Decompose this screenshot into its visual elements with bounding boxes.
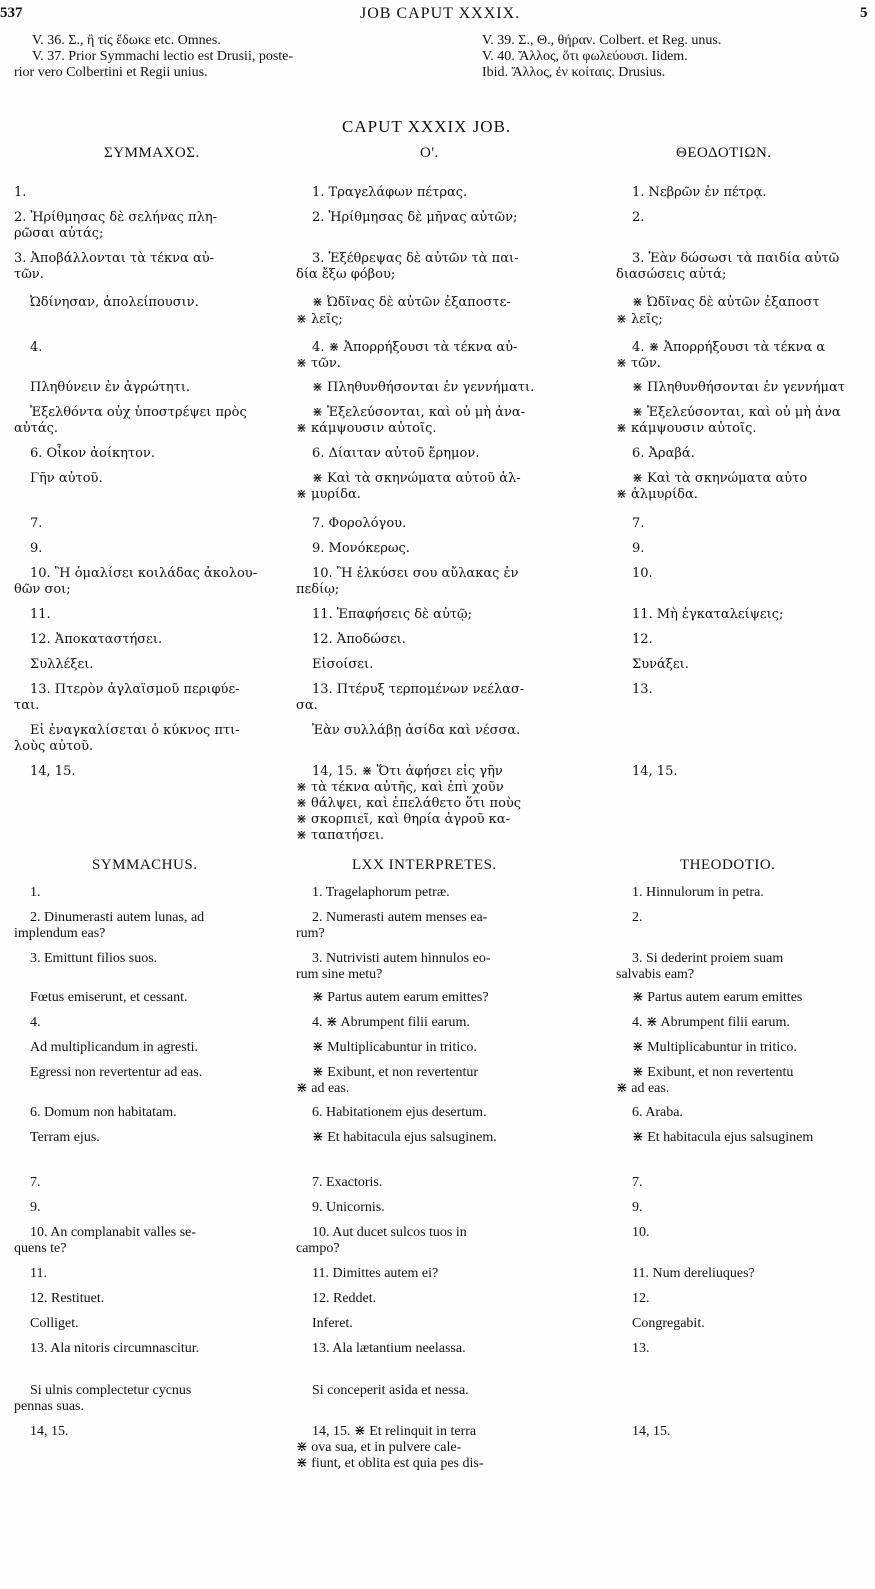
greek-col1-line: 6. Οἶκον ἀοίκητον.: [30, 446, 155, 461]
note-line: rior vero Colbertini et Regii unius.: [14, 65, 208, 80]
latin-col1-line: 14, 15.: [30, 1424, 69, 1439]
greek-col3-line: ⋇ Πληθυνθήσονται ἐν γεννήματ: [632, 380, 845, 395]
latin-col2-line: ⋇ fiunt, et oblita est quia pes dis-: [296, 1456, 484, 1471]
latin-col1-line: 2. Dinumerasti autem lunas, ad: [30, 910, 205, 925]
latin-col2-line: ⋇ Multiplicabuntur in tritico.: [312, 1040, 477, 1055]
latin-col2-line: rum sine metu?: [296, 967, 383, 982]
page-number-right: 5: [860, 5, 868, 21]
latin-col3-line: 14, 15.: [632, 1424, 671, 1439]
greek-col2-line: Ἐὰν συλλάβῃ ἀσίδα καὶ νέσσα.: [312, 723, 521, 738]
latin-col1-line: Colliget.: [30, 1316, 79, 1331]
latin-col2-line: 12. Reddet.: [312, 1291, 377, 1306]
chapter-title: CAPUT XXXIX JOB.: [342, 117, 512, 136]
latin-col1-line: implendum eas?: [14, 926, 106, 941]
latin-col1-line: 9.: [30, 1200, 41, 1215]
greek-col3-line: ⋇ τῶν.: [616, 356, 661, 371]
note-line: V. 37. Prior Symmachi lectio est Drusii, poste-: [32, 49, 294, 64]
latin-col3-line: ⋇ Multiplicabuntur in tritico.: [632, 1040, 797, 1055]
latin-col3-line: ⋇ ad eas.: [616, 1081, 670, 1096]
latin-col2-line: 7. Exactoris.: [312, 1175, 383, 1190]
latin-col2-line: ⋇ Partus autem earum emittes?: [312, 990, 489, 1005]
greek-col1-line: θῶν σοι;: [14, 582, 71, 597]
greek-col2-line: ⋇ λεῖς;: [296, 312, 343, 327]
latin-col3-line: 1. Hinnulorum in petra.: [632, 885, 764, 900]
latin-col2-line: 9. Unicornis.: [312, 1200, 385, 1215]
latin-col3-line: 4. ⋇ Abrumpent filii earum.: [632, 1015, 790, 1030]
note-line: V. 36. Σ., ἢ τίς ἔδωκε etc. Omnes.: [32, 33, 221, 48]
latin-col2-line: ⋇ Exibunt, et non revertentur: [312, 1065, 479, 1080]
greek-col2-line: ⋇ σκορπιεῖ, καὶ θηρία ἀγροῦ κα-: [296, 812, 510, 827]
latin-col2-line: 2. Numerasti autem menses ea-: [312, 910, 488, 925]
column-heading-theodotion-latin: THEODOTIO.: [680, 857, 776, 873]
latin-col1-line: 13. Ala nitoris circumnascitur.: [30, 1341, 200, 1356]
greek-col2-line: 7. Φορολόγου.: [312, 516, 407, 531]
greek-col3-line: διασώσεις αὐτά;: [616, 267, 727, 282]
greek-col3-line: 3. Ἐὰν δώσωσι τὰ παιδία αὐτῶ: [632, 251, 840, 266]
greek-col3-line: ⋇ Ἐξελεύσονται, καὶ οὐ μὴ ἀνα: [632, 405, 841, 420]
latin-col3-line: Congregabit.: [632, 1316, 705, 1331]
latin-col1-line: Egressi non revertentur ad eas.: [30, 1065, 203, 1080]
greek-col3-line: ⋇ ἁλμυρίδα.: [616, 487, 698, 502]
latin-col3-line: ⋇ Exibunt, et non revertentu: [632, 1065, 794, 1080]
latin-col2-line: 6. Habitationem ejus desertum.: [312, 1105, 487, 1120]
greek-col2-line: ⋇ τῶν.: [296, 356, 341, 371]
greek-col3-line: ⋇ κάμψουσιν αὐτοῖς.: [616, 421, 757, 436]
latin-col3-line: 6. Araba.: [632, 1105, 683, 1120]
greek-col2-line: 9. Μονόκερως.: [312, 541, 410, 556]
greek-col1-line: 1.: [14, 185, 27, 200]
column-heading-symmachus-latin: SYMMACHUS.: [92, 857, 198, 873]
column-heading-symmachus-greek: ΣΥΜΜΑΧΟΣ.: [104, 145, 200, 161]
greek-col2-line: 6. Δίαιταν αὐτοῦ ἔρημον.: [312, 446, 480, 461]
greek-col3-line: 9.: [632, 541, 645, 556]
greek-col1-line: Ἐξελθόντα οὐχ ὑποστρέψει πρὸς: [30, 405, 247, 420]
latin-col1-line: 7.: [30, 1175, 41, 1190]
greek-col1-line: 2. Ἠρίθμησας δὲ σελήνας πλη-: [14, 210, 218, 225]
greek-col3-line: 6. Ἀραβά.: [632, 446, 695, 461]
greek-col1-line: 3. Ἀποβάλλονται τὰ τέκνα αὐ-: [14, 251, 215, 266]
latin-col2-line: rum?: [296, 926, 325, 941]
greek-col2-line: 10. Ἢ ἑλκύσει σου αὔλακας ἐν: [312, 566, 519, 581]
latin-col1-line: 1.: [30, 885, 41, 900]
greek-col1-line: 13. Πτερὸν ἀγλαϊσμοῦ περιφύε-: [30, 682, 240, 697]
greek-col3-line: ⋇ Καὶ τὰ σκηνώματα αὐτο: [632, 471, 808, 486]
greek-col1-line: 11.: [30, 607, 51, 622]
greek-col3-line: ⋇ λεῖς;: [616, 312, 663, 327]
latin-col1-line: 11.: [30, 1266, 47, 1281]
greek-col1-line: ρῶσαι αὐτάς;: [14, 226, 104, 241]
greek-col2-line: ⋇ Πληθυνθήσονται ἐν γεννήματι.: [312, 380, 535, 395]
column-heading-theodotion-greek: ΘΕΟΔΟΤΙΩΝ.: [676, 145, 772, 161]
note-line: V. 39. Σ., Θ., θήραν. Colbert. et Reg. unus.: [482, 33, 722, 48]
greek-col2-line: 11. Ἐπαφήσεις δὲ αὐτῷ;: [312, 607, 473, 622]
greek-col2-line: 2. Ἠρίθμησας δὲ μῆνας αὐτῶν;: [312, 210, 518, 225]
latin-col2-line: ⋇ Et habitacula ejus salsuginem.: [312, 1130, 497, 1145]
greek-col1-line: ται.: [14, 698, 40, 713]
greek-col3-line: 10.: [632, 566, 653, 581]
greek-col1-line: 9.: [30, 541, 43, 556]
latin-col2-line: 1. Tragelaphorum petræ.: [312, 885, 450, 900]
latin-col3-line: 13.: [632, 1341, 650, 1356]
greek-col1-line: Πληθύνειν ἐν ἀγρώτητι.: [30, 380, 191, 395]
greek-col3-line: 14, 15.: [632, 764, 678, 779]
latin-col2-line: ⋇ ad eas.: [296, 1081, 350, 1096]
greek-col1-line: Συλλέξει.: [30, 657, 94, 672]
greek-col2-line: ⋇ Ὠδῖνας δὲ αὐτῶν ἐξαποστε-: [312, 295, 511, 310]
greek-col2-line: 3. Ἐξέθρεψας δὲ αὐτῶν τὰ παι-: [312, 251, 519, 266]
latin-col3-line: 11. Num dereliuques?: [632, 1266, 755, 1281]
greek-col3-line: 7.: [632, 516, 645, 531]
latin-col2-line: 13. Ala lætantium neelassa.: [312, 1341, 466, 1356]
page-number: 537: [0, 5, 23, 21]
latin-col3-line: 10.: [632, 1225, 650, 1240]
running-title: JOB CAPUT XXXIX.: [360, 5, 521, 22]
greek-col1-line: Ὠδίνησαν, ἀπολείπουσιν.: [30, 295, 199, 310]
latin-col1-line: Terram ejus.: [30, 1130, 100, 1145]
greek-col3-line: Συνάξει.: [632, 657, 689, 672]
greek-col1-line: λοὺς αὐτοῦ.: [14, 739, 94, 754]
latin-col3-line: 9.: [632, 1200, 643, 1215]
greek-col2-line: 1. Τραγελάφων πέτρας.: [312, 185, 468, 200]
greek-col2-line: δία ἔξω φόβου;: [296, 267, 396, 282]
latin-col1-line: Fœtus emiserunt, et cessant.: [30, 990, 188, 1005]
greek-col2-line: ⋇ τὰ τέκνα αὐτῆς, καὶ ἐπὶ χοῦν: [296, 780, 504, 795]
greek-col1-line: 14, 15.: [30, 764, 76, 779]
latin-col3-line: 2.: [632, 910, 643, 925]
greek-col2-line: σα.: [296, 698, 318, 713]
latin-col1-line: Ad multiplicandum in agresti.: [30, 1040, 198, 1055]
note-line: V. 40. Ἄλλος, ὅτι φωλεύουσι. Iidem.: [482, 49, 688, 64]
greek-col2-line: 13. Πτέρυξ τερπομένων νεέλασ-: [312, 682, 525, 697]
latin-col1-line: quens te?: [14, 1241, 67, 1256]
latin-col2-line: Inferet.: [312, 1316, 353, 1331]
latin-col2-line: 11. Dimittes autem ei?: [312, 1266, 439, 1281]
greek-col2-line: 14, 15. ⋇ Ὅτι ἀφήσει εἰς γῆν: [312, 764, 503, 779]
greek-col1-line: 10. Ἢ ὁμαλίσει κοιλάδας ἀκολου-: [30, 566, 258, 581]
latin-col1-line: 3. Emittunt filios suos.: [30, 951, 158, 966]
latin-col3-line: 12.: [632, 1291, 650, 1306]
latin-col2-line: 10. Aut ducet sulcos tuos in: [312, 1225, 467, 1240]
greek-col3-line: 11. Μὴ ἐγκαταλείψεις;: [632, 607, 784, 622]
greek-col3-line: 4. ⋇ Ἀπορρήξουσι τὰ τέκνα α: [632, 340, 826, 355]
latin-col1-line: 4.: [30, 1015, 41, 1030]
greek-col2-line: ⋇ μυρίδα.: [296, 487, 361, 502]
greek-col2-line: ⋇ Ἐξελεύσονται, καὶ οὐ μὴ ἀνα-: [312, 405, 526, 420]
greek-col2-line: 12. Ἀποδώσει.: [312, 632, 406, 647]
greek-col3-line: 1. Νεβρῶν ἐν πέτρᾳ.: [632, 185, 767, 200]
greek-col3-line: ⋇ Ὠδῖνας δὲ αὐτῶν ἐξαποστ: [632, 295, 820, 310]
greek-col1-line: Γῆν αὐτοῦ.: [30, 471, 103, 486]
greek-col3-line: 12.: [632, 632, 653, 647]
latin-col3-line: ⋇ Partus autem earum emittes: [632, 990, 803, 1005]
latin-col2-line: 4. ⋇ Abrumpent filii earum.: [312, 1015, 470, 1030]
greek-col2-line: ⋇ θάλψει, καὶ ἐπελάθετο ὅτι ποὺς: [296, 796, 522, 811]
greek-col1-line: 7.: [30, 516, 43, 531]
latin-col2-line: 14, 15. ⋇ Et relinquit in terra: [312, 1424, 477, 1439]
latin-col3-line: ⋇ Et habitacula ejus salsuginem: [632, 1130, 814, 1145]
greek-col3-line: 13.: [632, 682, 653, 697]
greek-col2-line: 4. ⋇ Ἀπορρήξουσι τὰ τέκνα αὐ-: [312, 340, 518, 355]
latin-col1-line: 6. Domum non habitatam.: [30, 1105, 177, 1120]
greek-col1-line: 4.: [30, 340, 43, 355]
latin-col2-line: ⋇ ova sua, et in pulvere cale-: [296, 1440, 462, 1455]
column-heading-lxx-latin: LXX INTERPRETES.: [352, 857, 497, 873]
latin-col2-line: campo?: [296, 1241, 340, 1256]
greek-col2-line: ⋇ ταπατήσει.: [296, 828, 385, 843]
latin-col1-line: 10. An complanabit valles se-: [30, 1225, 197, 1240]
latin-col1-line: pennas suas.: [14, 1399, 84, 1414]
greek-col1-line: Εἰ ἐναγκαλίσεται ὁ κύκνος πτι-: [30, 723, 240, 738]
latin-col1-line: Si ulnis complectetur cycnus: [30, 1383, 192, 1398]
greek-col2-line: ⋇ Καὶ τὰ σκηνώματα αὐτοῦ ἁλ-: [312, 471, 521, 486]
greek-col1-line: 12. Ἀποκαταστήσει.: [30, 632, 163, 647]
latin-col3-line: 7.: [632, 1175, 643, 1190]
greek-col1-line: αὐτάς.: [14, 421, 59, 436]
greek-col2-line: ⋇ κάμψουσιν αὐτοῖς.: [296, 421, 437, 436]
latin-col2-line: 3. Nutrivisti autem hinnulos eo-: [312, 951, 491, 966]
latin-col3-line: 3. Si dederint proiem suam: [632, 951, 784, 966]
greek-col1-line: τῶν.: [14, 267, 44, 282]
note-line: Ibid. Ἄλλος, ἐν κοίταις. Drusius.: [482, 65, 666, 80]
latin-col2-line: Si conceperit asida et nessa.: [312, 1383, 469, 1398]
greek-col2-line: Εἰσοίσει.: [312, 657, 374, 672]
greek-col3-line: 2.: [632, 210, 645, 225]
latin-col1-line: 12. Restituet.: [30, 1291, 105, 1306]
column-heading-lxx-greek: Ο'.: [420, 145, 439, 161]
latin-col3-line: salvabis eam?: [616, 967, 695, 982]
greek-col2-line: πεδίῳ;: [296, 582, 340, 597]
